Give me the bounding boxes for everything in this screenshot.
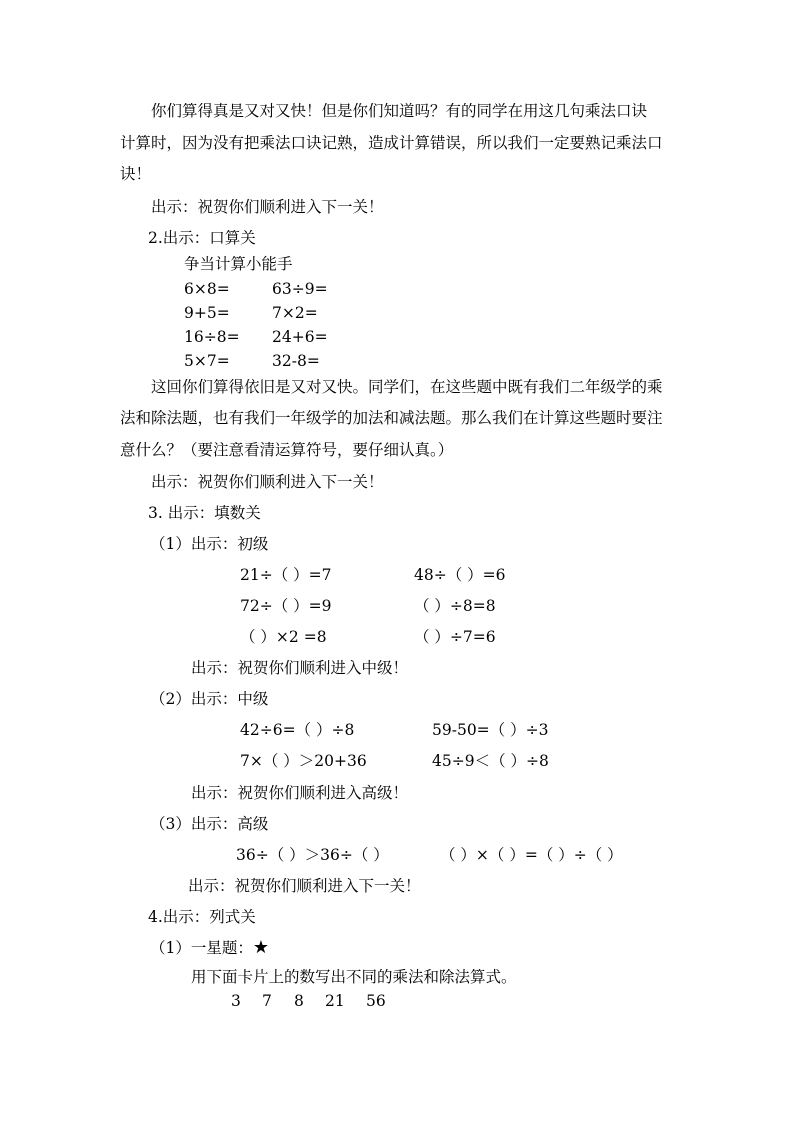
fill-problem: 42÷6=（ ）÷8 (240, 721, 355, 739)
paragraph-2-line-1: 这回你们算得依旧是又对又快。同学们，在这些题中既有我们二年级学的乘 (151, 378, 663, 396)
fill-problem: （ ）÷7=6 (414, 628, 496, 646)
number-card: 8 (294, 992, 304, 1010)
fill-problem: 48÷（ ）=6 (414, 566, 506, 584)
number-card: 21 (325, 992, 345, 1010)
level-2-heading: （2）出示：中级 (150, 690, 269, 708)
fill-problem: 45÷9＜（ ）÷8 (432, 752, 549, 770)
number-card: 3 (231, 992, 241, 1010)
number-card: 56 (366, 992, 386, 1010)
oral-problem: 63÷9= (272, 280, 328, 298)
paragraph-1-line-2: 计算时，因为没有把乘法口诀记熟，造成计算错误，所以我们一定要熟记乘法口 (120, 134, 663, 152)
oral-problem: 6×8= (184, 280, 230, 298)
level-1-heading: （1）出示：初级 (150, 535, 269, 553)
fill-problem: （ ）×2 =8 (240, 628, 327, 646)
one-star-heading (150, 938, 269, 958)
fill-problem: （ ）÷8=8 (414, 597, 496, 615)
paragraph-2-line-2: 法和除法题，也有我们一年级学的加法和减法题。那么我们在计算这些题时要注 (120, 409, 663, 427)
level-2-message: 出示：祝贺你们顺利进入高级！ (191, 784, 409, 802)
oral-problem: 24+6= (272, 328, 328, 346)
oral-problem: 5×7= (184, 352, 230, 370)
oral-problem: 7×2= (272, 304, 318, 322)
level-3-heading: （3）出示：高级 (150, 815, 269, 833)
section-4-heading: 4.出示：列式关 (148, 908, 256, 926)
section-2-heading: 2.出示：口算关 (148, 229, 256, 247)
fill-problem: 36÷（ ）＞36÷（ ） (236, 846, 389, 864)
paragraph-2-line-3: 意什么？（要注意看清运算符号，要仔细认真。） (120, 441, 454, 459)
level-1-message: 出示：祝贺你们顺利进入中级！ (191, 659, 409, 677)
fill-problem: 72÷（ ）=9 (240, 597, 332, 615)
section-3-heading: 3. 出示：填数关 (148, 504, 261, 522)
level-3-message: 出示：祝贺你们顺利进入下一关！ (188, 877, 421, 895)
oral-problem: 9+5= (184, 304, 230, 322)
paragraph-1-line-1: 你们算得真是又对又快！但是你们知道吗？有的同学在用这几句乘法口诀 (151, 102, 648, 120)
one-star-label: （1）一星题： (150, 939, 253, 957)
star-icon: ★ (252, 937, 270, 958)
show-next-message-1: 出示：祝贺你们顺利进入下一关！ (151, 198, 384, 216)
section-2-subheading: 争当计算小能手 (184, 255, 293, 273)
fill-problem: 7×（ ）＞20+36 (240, 752, 367, 770)
fill-problem: （ ）×（ ）=（ ）÷（ ） (440, 846, 623, 864)
oral-problem: 32-8= (272, 352, 320, 370)
one-star-instruction: 用下面卡片上的数写出不同的乘法和除法算式。 (191, 968, 517, 986)
number-card: 7 (262, 992, 272, 1010)
fill-problem: 59-50=（ ）÷3 (432, 721, 549, 739)
show-next-message-2: 出示：祝贺你们顺利进入下一关！ (151, 473, 384, 491)
oral-problem: 16÷8= (184, 328, 240, 346)
paragraph-1-line-3: 诀！ (120, 165, 152, 183)
fill-problem: 21÷（ ）=7 (240, 566, 332, 584)
